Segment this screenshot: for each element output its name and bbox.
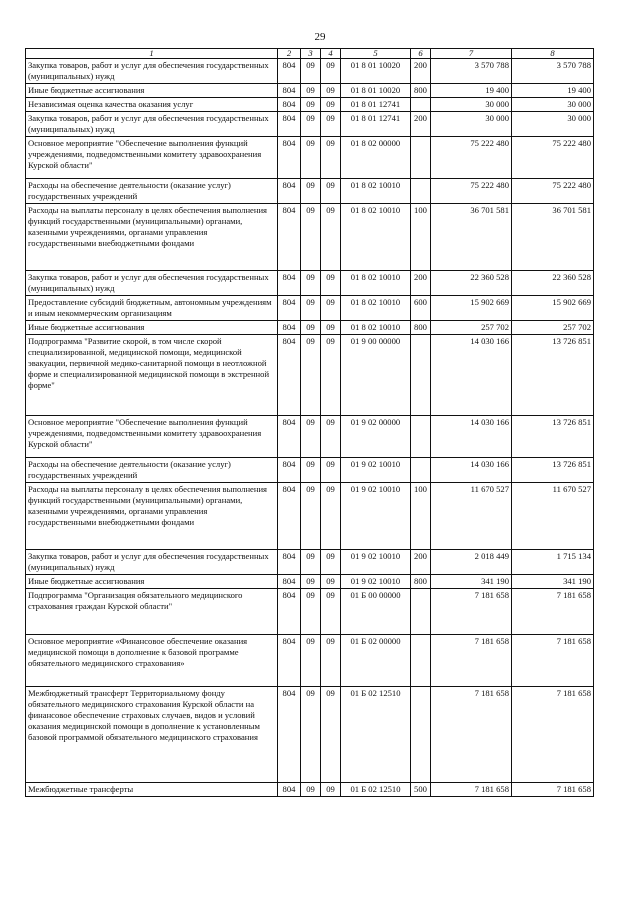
- code-expense-type: 800: [411, 84, 431, 98]
- row-name: Предоставление субсидий бюджетным, автономным учреждениям и иным некоммерческим организациям: [26, 296, 278, 321]
- amount-year-2: 19 400: [512, 84, 594, 98]
- code-admin: 804: [278, 416, 301, 458]
- code-section: 09: [301, 112, 321, 137]
- table-row: [26, 635, 594, 687]
- row-name: Закупка товаров, работ и услуг для обеспечения государственных (муниципальных) нужд: [26, 550, 278, 575]
- code-target-article: 01 Б 00 00000: [341, 589, 411, 635]
- code-subsection: 09: [321, 635, 341, 687]
- code-target-article: 01 Б 02 12510: [341, 783, 411, 797]
- code-expense-type: [411, 137, 431, 179]
- table-row: [26, 416, 594, 458]
- row-name: Иные бюджетные ассигнования: [26, 575, 278, 589]
- table-row: [26, 335, 594, 416]
- code-subsection: 09: [321, 575, 341, 589]
- amount-year-1: 30 000: [431, 112, 512, 137]
- amount-year-1: 14 030 166: [431, 335, 512, 416]
- code-section: 09: [301, 204, 321, 271]
- amount-year-1: 7 181 658: [431, 783, 512, 797]
- table-row: [26, 550, 594, 575]
- amount-year-2: 30 000: [512, 112, 594, 137]
- code-admin: 804: [278, 112, 301, 137]
- code-expense-type: 600: [411, 296, 431, 321]
- code-section: 09: [301, 550, 321, 575]
- table-row: [26, 296, 594, 321]
- code-admin: 804: [278, 204, 301, 271]
- amount-year-2: 7 181 658: [512, 635, 594, 687]
- code-admin: 804: [278, 687, 301, 783]
- amount-year-1: 7 181 658: [431, 687, 512, 783]
- code-target-article: 01 8 02 10010: [341, 321, 411, 335]
- code-expense-type: [411, 98, 431, 112]
- code-subsection: 09: [321, 137, 341, 179]
- code-admin: 804: [278, 271, 301, 296]
- code-subsection: 09: [321, 589, 341, 635]
- code-target-article: 01 9 02 10010: [341, 575, 411, 589]
- row-name: Иные бюджетные ассигнования: [26, 321, 278, 335]
- code-subsection: 09: [321, 59, 341, 84]
- code-target-article: 01 8 02 00000: [341, 137, 411, 179]
- amount-year-1: 7 181 658: [431, 635, 512, 687]
- table-header-row: [26, 49, 594, 59]
- amount-year-1: 7 181 658: [431, 589, 512, 635]
- row-name: Межбюджетный трансферт Территориальному фонду обязательного медицинского страхования Курской области на финансовое обеспечение страховых случаев, видов и условий оказания медицинской помощи в дополнение к установленным базовой программой обязательного медицинского страхования: [26, 687, 278, 783]
- amount-year-1: 75 222 480: [431, 137, 512, 179]
- amount-year-1: 257 702: [431, 321, 512, 335]
- code-section: 09: [301, 98, 321, 112]
- code-admin: 804: [278, 635, 301, 687]
- code-expense-type: [411, 335, 431, 416]
- table-row: [26, 59, 594, 84]
- row-name: Независимая оценка качества оказания услуг: [26, 98, 278, 112]
- code-admin: 804: [278, 296, 301, 321]
- code-subsection: 09: [321, 112, 341, 137]
- table-row: [26, 321, 594, 335]
- amount-year-2: 22 360 528: [512, 271, 594, 296]
- column-header: 6: [411, 49, 431, 59]
- row-name: Закупка товаров, работ и услуг для обеспечения государственных (муниципальных) нужд: [26, 112, 278, 137]
- code-target-article: 01 9 02 00000: [341, 416, 411, 458]
- row-name: Расходы на обеспечение деятельности (оказание услуг) государственных учреждений: [26, 458, 278, 483]
- amount-year-1: 30 000: [431, 98, 512, 112]
- column-header: 3: [301, 49, 321, 59]
- amount-year-2: 13 726 851: [512, 335, 594, 416]
- amount-year-1: 11 670 527: [431, 483, 512, 550]
- row-name: Расходы на выплаты персоналу в целях обеспечения выполнения функций государственными (муниципальными) органами, казенными учреждениями, органами управления государственными внебюджетными фондами: [26, 483, 278, 550]
- code-section: 09: [301, 271, 321, 296]
- column-header: 7: [431, 49, 512, 59]
- code-section: 09: [301, 783, 321, 797]
- amount-year-2: 7 181 658: [512, 783, 594, 797]
- code-admin: 804: [278, 458, 301, 483]
- table-row: [26, 783, 594, 797]
- code-expense-type: [411, 179, 431, 204]
- code-expense-type: [411, 635, 431, 687]
- row-name: Расходы на обеспечение деятельности (оказание услуг) государственных учреждений: [26, 179, 278, 204]
- table-row: [26, 483, 594, 550]
- code-subsection: 09: [321, 271, 341, 296]
- code-expense-type: 200: [411, 550, 431, 575]
- code-expense-type: [411, 458, 431, 483]
- code-admin: 804: [278, 59, 301, 84]
- code-subsection: 09: [321, 458, 341, 483]
- amount-year-1: 15 902 669: [431, 296, 512, 321]
- row-name: Подпрограмма "Развитие скорой, в том числе скорой специализированной, медицинской помощи, медицинской эвакуации, первичной медико-санитарной помощи в неотложной форме и специализированной медицинской помощи в экстренной форме": [26, 335, 278, 416]
- code-expense-type: [411, 589, 431, 635]
- code-admin: 804: [278, 550, 301, 575]
- row-name: Иные бюджетные ассигнования: [26, 84, 278, 98]
- code-admin: 804: [278, 483, 301, 550]
- code-target-article: 01 9 02 10010: [341, 483, 411, 550]
- table-row: [26, 271, 594, 296]
- code-section: 09: [301, 321, 321, 335]
- amount-year-1: 14 030 166: [431, 416, 512, 458]
- code-subsection: 09: [321, 98, 341, 112]
- code-subsection: 09: [321, 550, 341, 575]
- code-expense-type: 800: [411, 321, 431, 335]
- amount-year-2: 30 000: [512, 98, 594, 112]
- row-name: Подпрограмма "Организация обязательного медицинского страхования граждан Курской области": [26, 589, 278, 635]
- table-row: [26, 179, 594, 204]
- table-body: [26, 59, 594, 797]
- table-row: [26, 112, 594, 137]
- amount-year-2: 257 702: [512, 321, 594, 335]
- code-admin: 804: [278, 783, 301, 797]
- amount-year-1: 75 222 480: [431, 179, 512, 204]
- code-section: 09: [301, 635, 321, 687]
- code-expense-type: [411, 687, 431, 783]
- page-number: 29: [314, 31, 326, 43]
- amount-year-1: 341 190: [431, 575, 512, 589]
- code-target-article: 01 9 02 10010: [341, 550, 411, 575]
- code-section: 09: [301, 59, 321, 84]
- code-section: 09: [301, 483, 321, 550]
- code-target-article: 01 8 02 10010: [341, 271, 411, 296]
- code-expense-type: 200: [411, 59, 431, 84]
- table-row: [26, 687, 594, 783]
- code-admin: 804: [278, 575, 301, 589]
- code-subsection: 09: [321, 296, 341, 321]
- amount-year-1: 3 570 788: [431, 59, 512, 84]
- code-admin: 804: [278, 179, 301, 204]
- code-subsection: 09: [321, 179, 341, 204]
- code-expense-type: 500: [411, 783, 431, 797]
- code-target-article: 01 8 02 10010: [341, 179, 411, 204]
- code-section: 09: [301, 687, 321, 783]
- row-name: Расходы на выплаты персоналу в целях обеспечения выполнения функций государственными (муниципальными) органами, казенными учреждениями, органами управления государственными внебюджетными фондами: [26, 204, 278, 271]
- code-expense-type: 200: [411, 271, 431, 296]
- code-section: 09: [301, 335, 321, 416]
- code-target-article: 01 9 02 10010: [341, 458, 411, 483]
- row-name: Межбюджетные трансферты: [26, 783, 278, 797]
- column-header: 8: [512, 49, 594, 59]
- code-subsection: 09: [321, 204, 341, 271]
- column-header: 2: [278, 49, 301, 59]
- code-target-article: 01 8 01 12741: [341, 112, 411, 137]
- amount-year-1: 19 400: [431, 84, 512, 98]
- code-subsection: 09: [321, 483, 341, 550]
- code-section: 09: [301, 589, 321, 635]
- code-subsection: 09: [321, 416, 341, 458]
- amount-year-1: 2 018 449: [431, 550, 512, 575]
- code-section: 09: [301, 296, 321, 321]
- code-subsection: 09: [321, 783, 341, 797]
- table-row: [26, 575, 594, 589]
- row-name: Основное мероприятие "Обеспечение выполнения функций учреждениями, подведомственными комитету здравоохранения Курской области": [26, 416, 278, 458]
- code-expense-type: 200: [411, 112, 431, 137]
- code-admin: 804: [278, 84, 301, 98]
- code-admin: 804: [278, 98, 301, 112]
- amount-year-2: 13 726 851: [512, 458, 594, 483]
- code-admin: 804: [278, 589, 301, 635]
- code-expense-type: [411, 416, 431, 458]
- code-target-article: 01 8 02 10010: [341, 204, 411, 271]
- code-target-article: 01 8 01 12741: [341, 98, 411, 112]
- amount-year-2: 341 190: [512, 575, 594, 589]
- code-admin: 804: [278, 321, 301, 335]
- code-subsection: 09: [321, 84, 341, 98]
- column-header: 1: [26, 49, 278, 59]
- table-row: [26, 84, 594, 98]
- row-name: Закупка товаров, работ и услуг для обеспечения государственных (муниципальных) нужд: [26, 271, 278, 296]
- amount-year-2: 11 670 527: [512, 483, 594, 550]
- code-target-article: 01 8 01 10020: [341, 59, 411, 84]
- amount-year-1: 22 360 528: [431, 271, 512, 296]
- row-name: Закупка товаров, работ и услуг для обеспечения государственных (муниципальных) нужд: [26, 59, 278, 84]
- code-admin: 804: [278, 137, 301, 179]
- amount-year-2: 1 715 134: [512, 550, 594, 575]
- code-section: 09: [301, 179, 321, 204]
- code-target-article: 01 8 01 10020: [341, 84, 411, 98]
- code-expense-type: 100: [411, 204, 431, 271]
- amount-year-2: 75 222 480: [512, 179, 594, 204]
- amount-year-1: 14 030 166: [431, 458, 512, 483]
- table-row: [26, 137, 594, 179]
- table-row: [26, 204, 594, 271]
- column-header: 5: [341, 49, 411, 59]
- table-row: [26, 589, 594, 635]
- amount-year-2: 13 726 851: [512, 416, 594, 458]
- code-target-article: 01 9 00 00000: [341, 335, 411, 416]
- code-target-article: 01 Б 02 00000: [341, 635, 411, 687]
- amount-year-2: 7 181 658: [512, 589, 594, 635]
- amount-year-2: 7 181 658: [512, 687, 594, 783]
- row-name: Основное мероприятие «Финансовое обеспечение оказания медицинской помощи в дополнение к базовой программе обязательного медицинского страхования»: [26, 635, 278, 687]
- code-subsection: 09: [321, 687, 341, 783]
- amount-year-2: 15 902 669: [512, 296, 594, 321]
- code-section: 09: [301, 575, 321, 589]
- table-row: [26, 98, 594, 112]
- code-expense-type: 800: [411, 575, 431, 589]
- code-section: 09: [301, 84, 321, 98]
- code-section: 09: [301, 458, 321, 483]
- row-name: Основное мероприятие "Обеспечение выполнения функций учреждениями, подведомственными комитету здравоохранения Курской области": [26, 137, 278, 179]
- code-section: 09: [301, 416, 321, 458]
- budget-table: [25, 48, 594, 797]
- code-subsection: 09: [321, 335, 341, 416]
- code-target-article: 01 8 02 10010: [341, 296, 411, 321]
- amount-year-1: 36 701 581: [431, 204, 512, 271]
- amount-year-2: 3 570 788: [512, 59, 594, 84]
- code-subsection: 09: [321, 321, 341, 335]
- column-header: 4: [321, 49, 341, 59]
- code-expense-type: 100: [411, 483, 431, 550]
- amount-year-2: 75 222 480: [512, 137, 594, 179]
- code-admin: 804: [278, 335, 301, 416]
- table-row: [26, 458, 594, 483]
- code-section: 09: [301, 137, 321, 179]
- amount-year-2: 36 701 581: [512, 204, 594, 271]
- code-target-article: 01 Б 02 12510: [341, 687, 411, 783]
